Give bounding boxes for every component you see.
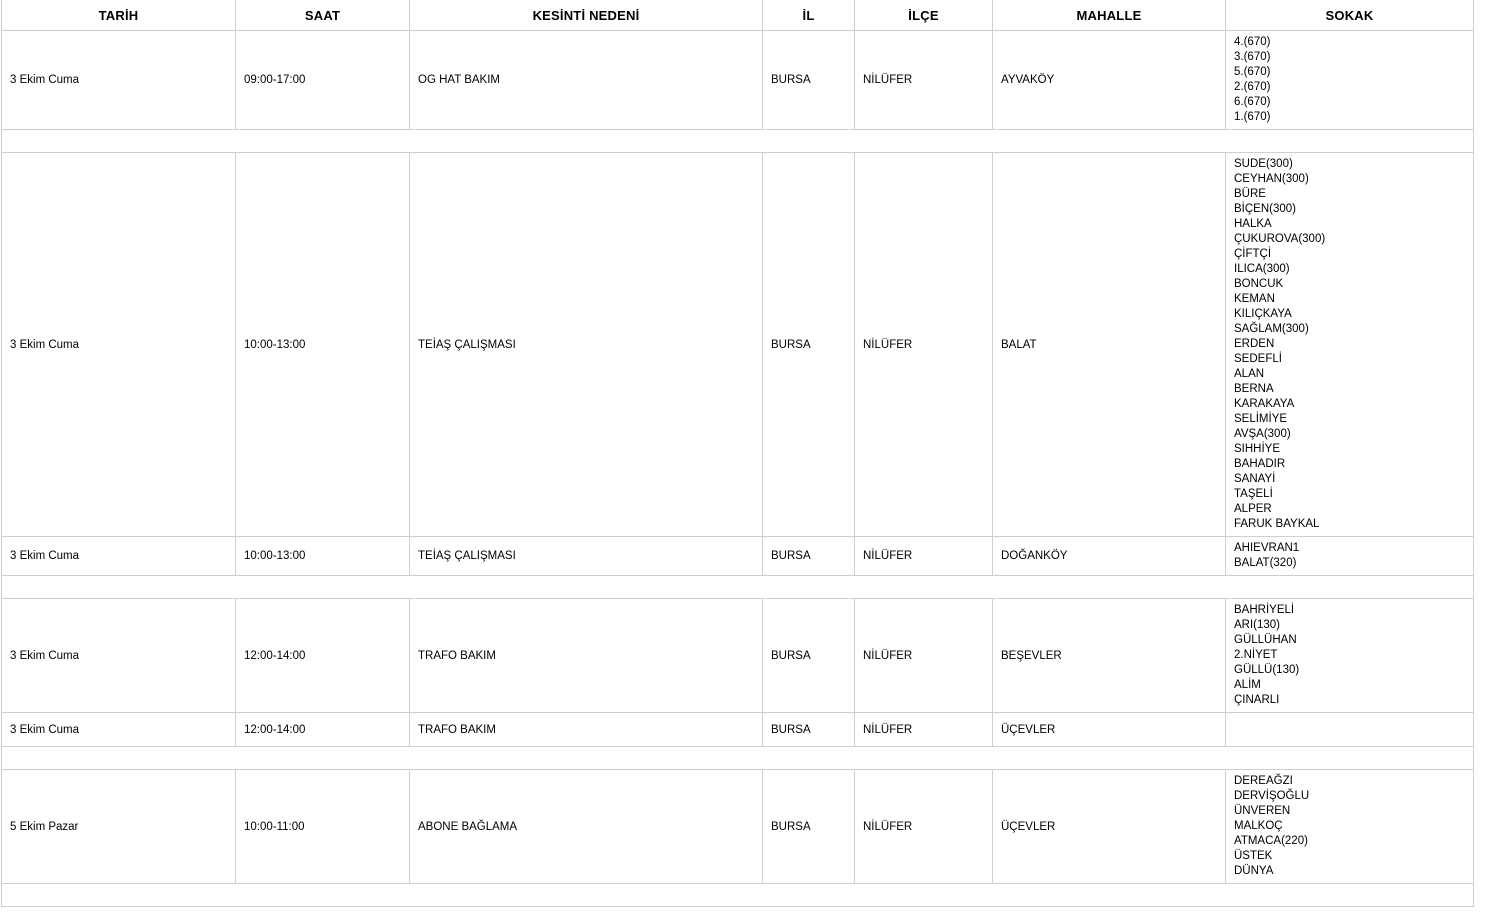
power-outage-table <box>1 0 1474 907</box>
street-name: ALPER <box>1234 503 1272 515</box>
street-name: SAĞLAM(300) <box>1234 323 1309 335</box>
street-name: GÜLLÜHAN <box>1234 634 1297 646</box>
street-name: GÜLLÜ(130) <box>1234 664 1300 676</box>
cell-reason: TRAFO BAKIM <box>410 713 763 747</box>
table-spacer-row <box>2 747 1474 770</box>
cell-date: 3 Ekim Cuma <box>2 713 236 747</box>
street-name: SEDEFLİ <box>1234 353 1282 365</box>
street-name: ILICA(300) <box>1234 263 1290 275</box>
cell-reason: TEİAŞ ÇALIŞMASI <box>410 537 763 576</box>
cell-date: 3 Ekim Cuma <box>2 31 236 130</box>
table-row <box>2 713 1474 747</box>
cell-city: BURSA <box>763 31 855 130</box>
street-name: 4.(670) <box>1234 36 1271 48</box>
cell-date: 3 Ekim Cuma <box>2 599 236 713</box>
street-name: ÜNVEREN <box>1234 805 1291 817</box>
column-header-tarih: TARİH <box>2 0 236 31</box>
table-row <box>2 770 1474 884</box>
column-header-mahalle: MAHALLE <box>993 0 1226 31</box>
street-name: SANAYİ <box>1234 473 1276 485</box>
street-name: AVŞA(300) <box>1234 428 1291 440</box>
cell-city: BURSA <box>763 713 855 747</box>
street-name: ÇİFTÇİ <box>1234 248 1272 260</box>
street-name: ERDEN <box>1234 338 1275 350</box>
cell-time: 10:00-11:00 <box>236 770 410 884</box>
street-name: BAHADIR <box>1234 458 1286 470</box>
cell-district: NİLÜFER <box>855 713 993 747</box>
cell-streets <box>1226 599 1474 713</box>
table-spacer-row <box>2 884 1474 907</box>
cell-date: 3 Ekim Cuma <box>2 537 236 576</box>
cell-time: 12:00-14:00 <box>236 599 410 713</box>
table-row <box>2 153 1474 537</box>
cell-date: 3 Ekim Cuma <box>2 153 236 537</box>
cell-reason: TEİAŞ ÇALIŞMASI <box>410 153 763 537</box>
cell-neighbourhood: BEŞEVLER <box>993 599 1226 713</box>
street-name: 3.(670) <box>1234 51 1271 63</box>
street-name: HALKA <box>1234 218 1272 230</box>
street-name: ALAN <box>1234 368 1265 380</box>
street-name: ÜSTEK <box>1234 850 1273 862</box>
table-spacer-cell <box>2 884 1474 907</box>
street-name: ÇINARLI <box>1234 694 1280 706</box>
street-name: KEMAN <box>1234 293 1275 305</box>
table-spacer-row <box>2 130 1474 153</box>
street-name: SIHHİYE <box>1234 443 1281 455</box>
cell-city: BURSA <box>763 153 855 537</box>
column-header-sokak: SOKAK <box>1226 0 1474 31</box>
cell-reason: OG HAT BAKIM <box>410 31 763 130</box>
street-name: TAŞELİ <box>1234 488 1273 500</box>
cell-streets <box>1226 713 1474 747</box>
street-name: BÜRE <box>1234 188 1266 200</box>
cell-neighbourhood: AYVAKÖY <box>993 31 1226 130</box>
column-header-saat: SAAT <box>236 0 410 31</box>
street-name: BERNA <box>1234 383 1274 395</box>
street-name: KILIÇKAYA <box>1234 308 1292 320</box>
street-name: FARUK BAYKAL <box>1234 518 1320 530</box>
cell-time: 12:00-14:00 <box>236 713 410 747</box>
cell-date: 5 Ekim Pazar <box>2 770 236 884</box>
street-name: DERVİŞOĞLU <box>1234 790 1310 802</box>
cell-city: BURSA <box>763 770 855 884</box>
table-header-row <box>2 0 1474 31</box>
street-name: BONCUK <box>1234 278 1284 290</box>
cell-district: NİLÜFER <box>855 537 993 576</box>
table-body <box>2 31 1474 907</box>
street-name: 2.(670) <box>1234 81 1271 93</box>
cell-streets <box>1226 31 1474 130</box>
cell-district: NİLÜFER <box>855 31 993 130</box>
table-spacer-cell <box>2 576 1474 599</box>
street-name: SUDE(300) <box>1234 158 1293 170</box>
street-name: SELİMİYE <box>1234 413 1288 425</box>
street-name: CEYHAN(300) <box>1234 173 1309 185</box>
street-name: ARI(130) <box>1234 619 1281 631</box>
street-name: ALİM <box>1234 679 1261 691</box>
table-spacer-cell <box>2 130 1474 153</box>
cell-district: NİLÜFER <box>855 153 993 537</box>
street-name: 1.(670) <box>1234 111 1271 123</box>
table-row <box>2 537 1474 576</box>
cell-city: BURSA <box>763 537 855 576</box>
cell-district: NİLÜFER <box>855 770 993 884</box>
cell-city: BURSA <box>763 599 855 713</box>
cell-streets <box>1226 537 1474 576</box>
street-name: AHIEVRAN1 <box>1234 542 1300 554</box>
street-name: 6.(670) <box>1234 96 1271 108</box>
cell-neighbourhood: BALAT <box>993 153 1226 537</box>
cell-streets <box>1226 770 1474 884</box>
street-name: BAHRİYELİ <box>1234 604 1295 616</box>
column-header-il: İL <box>763 0 855 31</box>
cell-district: NİLÜFER <box>855 599 993 713</box>
street-name: ÇUKUROVA(300) <box>1234 233 1326 245</box>
street-name: 5.(670) <box>1234 66 1271 78</box>
street-name: 2.NİYET <box>1234 649 1278 661</box>
table-row <box>2 31 1474 130</box>
street-name: KARAKAYA <box>1234 398 1295 410</box>
cell-neighbourhood: DOĞANKÖY <box>993 537 1226 576</box>
cell-time: 10:00-13:00 <box>236 537 410 576</box>
cell-neighbourhood: ÜÇEVLER <box>993 713 1226 747</box>
column-header-ilce: İLÇE <box>855 0 993 31</box>
street-name: BİÇEN(300) <box>1234 203 1296 215</box>
column-header-kesinti-nedeni: KESİNTİ NEDENİ <box>410 0 763 31</box>
cell-streets <box>1226 153 1474 537</box>
street-name: DEREAĞZI <box>1234 775 1293 787</box>
street-name: ATMACA(220) <box>1234 835 1308 847</box>
cell-reason: ABONE BAĞLAMA <box>410 770 763 884</box>
table-spacer-cell <box>2 747 1474 770</box>
table-spacer-row <box>2 576 1474 599</box>
cell-reason: TRAFO BAKIM <box>410 599 763 713</box>
cell-time: 09:00-17:00 <box>236 31 410 130</box>
cell-time: 10:00-13:00 <box>236 153 410 537</box>
cell-neighbourhood: ÜÇEVLER <box>993 770 1226 884</box>
street-name: DÜNYA <box>1234 865 1274 877</box>
street-name: BALAT(320) <box>1234 557 1297 569</box>
table-row <box>2 599 1474 713</box>
street-name: MALKOÇ <box>1234 820 1283 832</box>
